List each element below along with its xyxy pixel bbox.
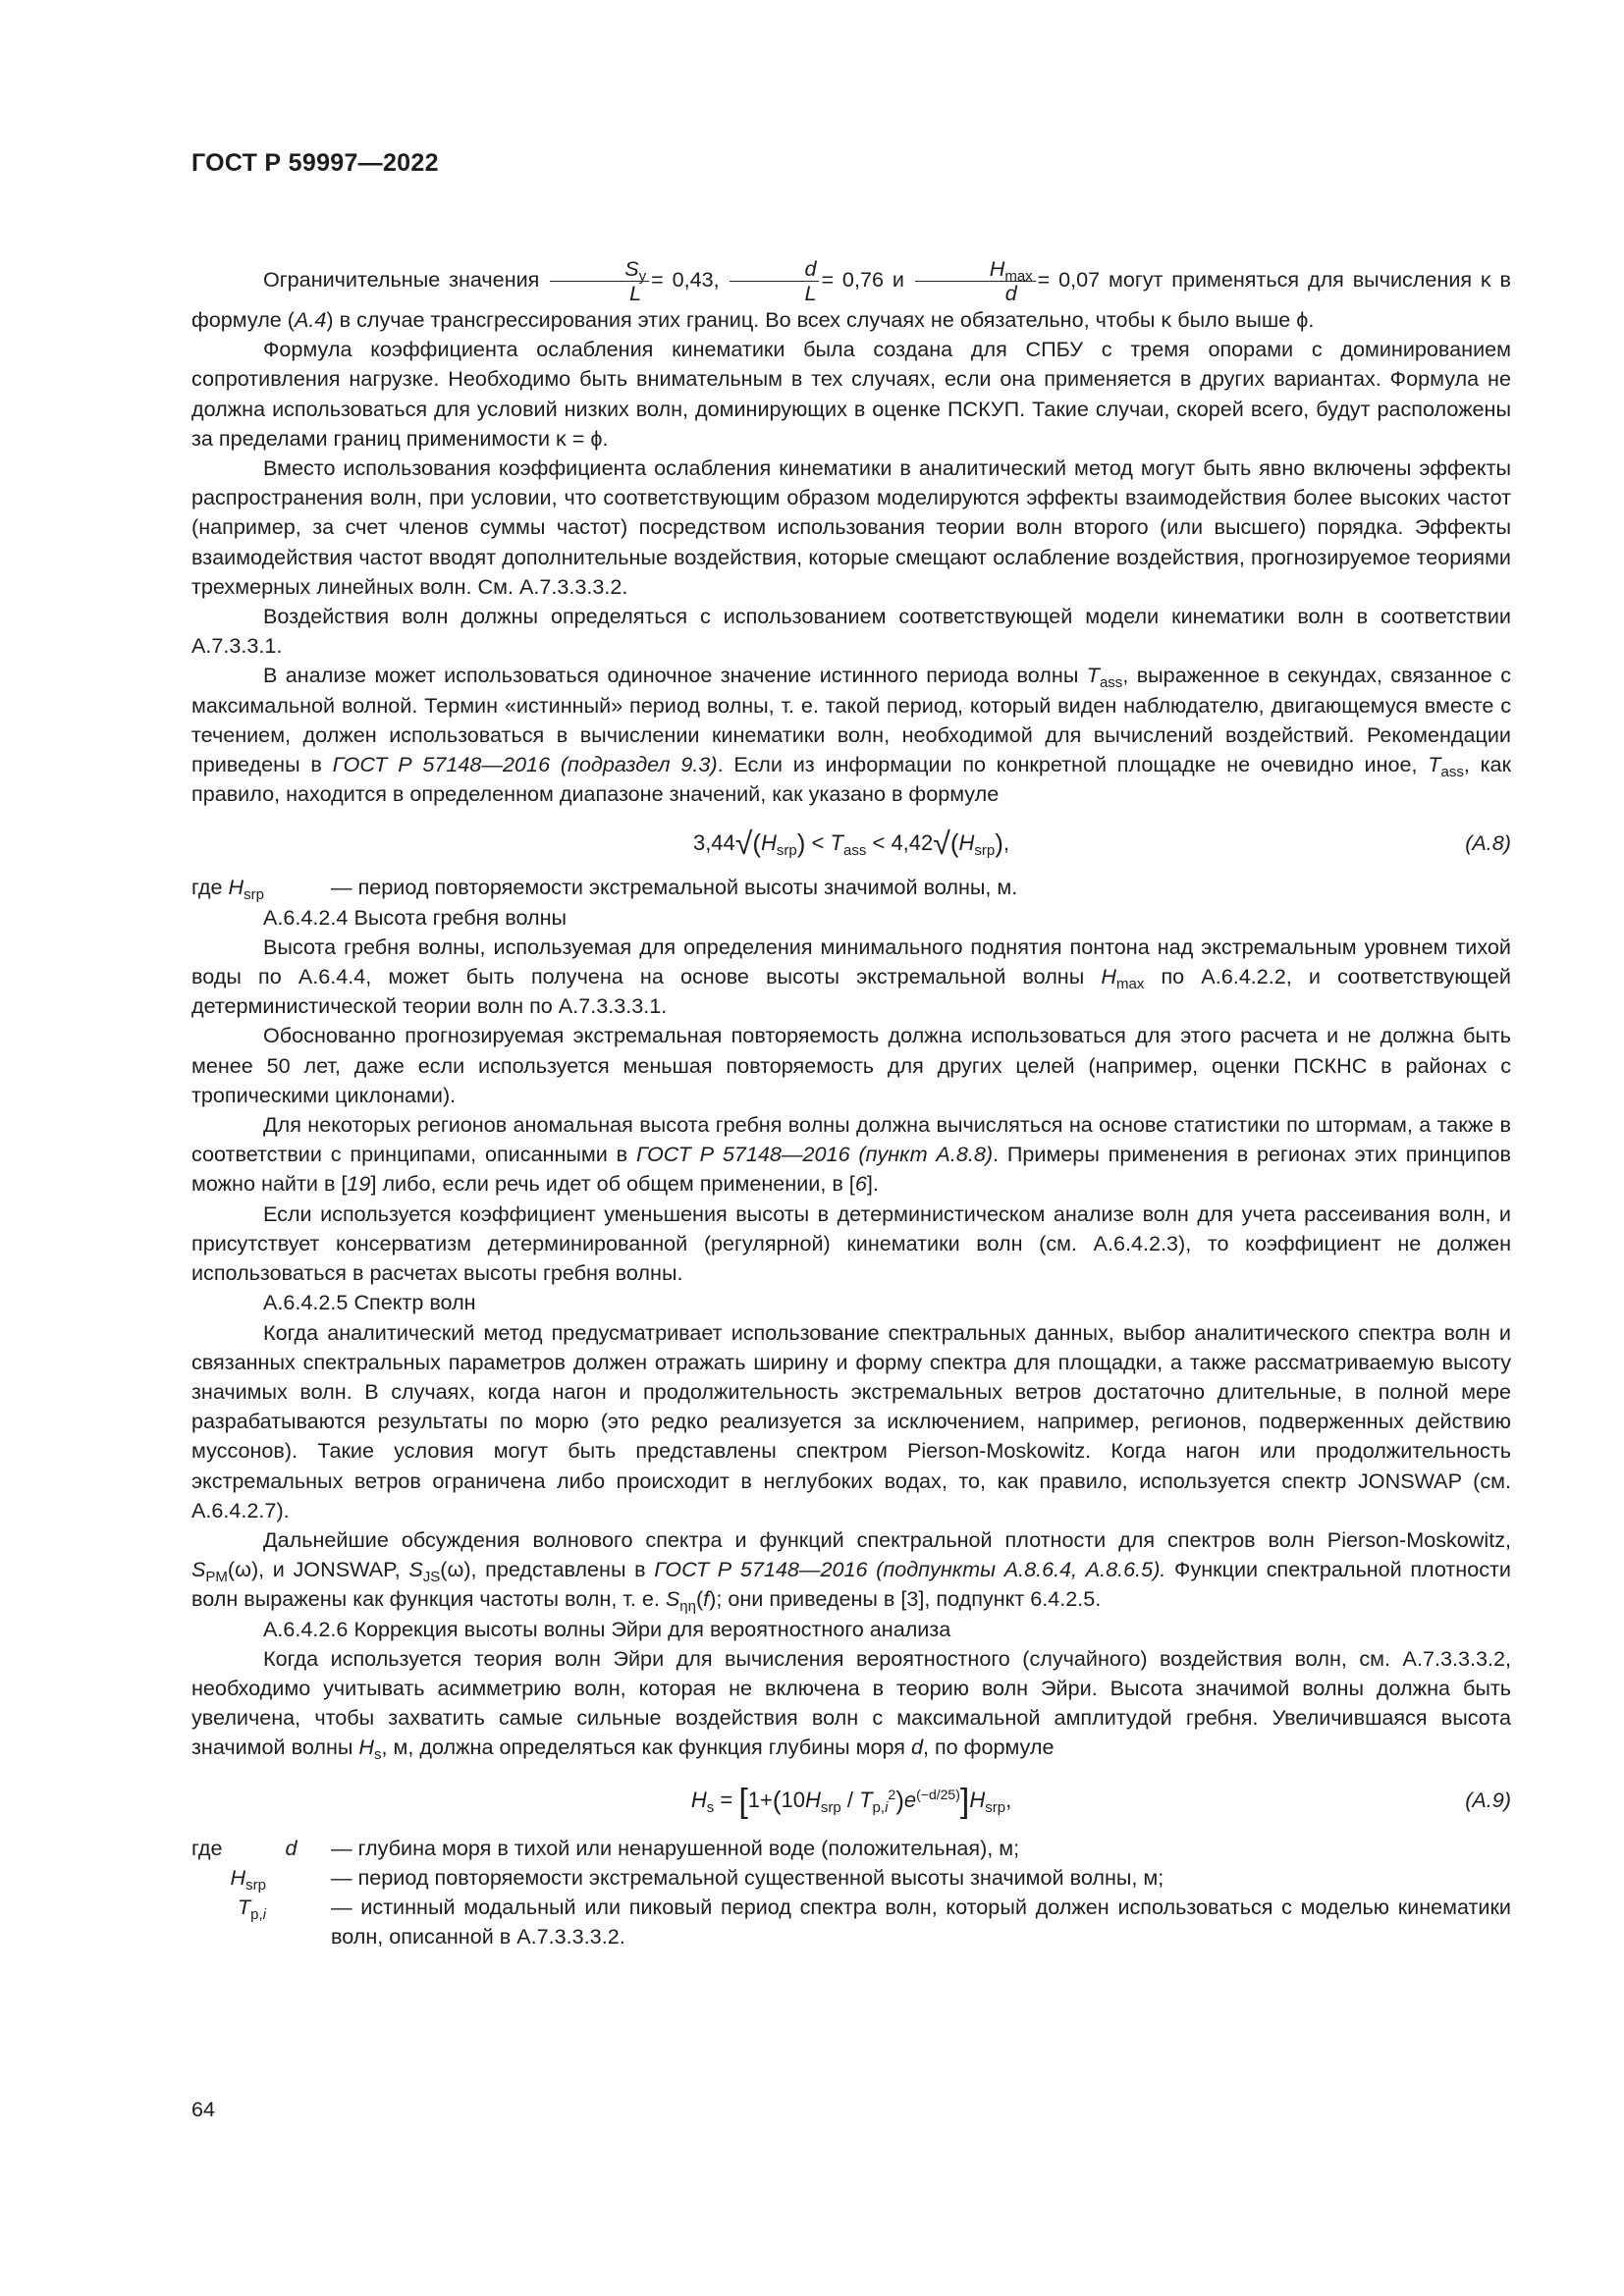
paragraph-wave-propagation: Вместо использования коэффициента ослабления кинематики в аналитический метод могут быть явно включены эффекты распространения волн, при условии, что соответствующим образом моделируются эффекты взаимодействия более высоких частот (например, за счет членов суммы частот) посредством использования теории волн второго (или высшего) порядка. Эффекты взаимодействия частот вводят дополнительные воздействия, которые смещают ослабление воздействия, прогнозируемое теориями трехмерных линейных волн. См. А.7.3.3.3.2. <box>191 455 1511 599</box>
fraction-hmax-d: $H_{max}$ d <box>915 257 1036 305</box>
section-heading-a6425: А.6.4.2.5 Спектр волн <box>263 1290 476 1315</box>
page-number: 64 <box>191 2097 216 2121</box>
paragraph-spectral-density: Дальнейшие обсуждения волнового спектра и функций спектральной плотности для спектров волн Pierson-Moskowitz, $S_{PM}(\omega)$, и JONSWAP, $S_{JS}(\omega)$, представлены в ГОСТ Р 57148—2016 (подпункты А.8.6.4, А.8.6.5). Функции спектральной плотности волн выражены как функция частоты волн, т. е. $S_{\eta\eta}(f)$; они приведены в [3], подпункт 6.4.2.5. <box>191 1526 1511 1616</box>
fraction-sy-l: $\frac{S_y}{L}$ <box>550 257 649 305</box>
paragraph-anomalous-crest: Для некоторых регионов аномальная высота гребня волны должна вычисляться на основе статистики по штормам, а также в соответствии с принципами, описанными в ГОСТ Р 57148—2016 (пункт А.8.8). Примеры применения в регионах этих принципов можно найти в [19] либо, если речь идет об общем применении, в [6]. <box>191 1112 1511 1197</box>
paragraph-reduction-factor: Если используется коэффициент уменьшения высоты в детерминистическом анализе волн для учета рассеивания волн, и присутствует консерватизм детерминированной (регулярной) кинематики волн (см. А.6.4.2.3), то коэффициент не должен использоваться в расчетах высоты гребня волны. <box>191 1201 1511 1286</box>
paragraph-kinematics-formula: Формула коэффициента ослабления кинематики была создана для СПБУ с тремя опорами с доминированием сопротивления нагрузке. Необходимо быть внимательным в тех случаях, если она применяется в других вариантах. Формула не должна использоваться для условий низких волн, доминирующих в оценке ПСКУП. Такие случаи, скорей всего, будут расположены за пределами границ применимости κ = ϕ. <box>191 337 1511 451</box>
equation-a9-number: (A.9) <box>1465 1787 1511 1812</box>
document-header: ГОСТ Р 59997—2022 <box>191 149 439 177</box>
equation-a8: $3,44√(H_{srp}) < T_{ass} < 4,42√(H_{srp})$, (A.8) <box>191 814 1511 873</box>
equation-a8-number: (A.8) <box>1465 830 1511 856</box>
paragraph-wave-actions: Воздействия волн должны определяться с использованием соответствующей модели кинематики волн в соответствии А.7.3.3.1. <box>191 604 1511 659</box>
where-a9-tpi: $T_{p,i}$ — истинный модальный или пиковый период спектра волн, который должен использоваться с моделью кинематики волн, описанной в А.7.3.3.3.2. <box>237 1894 1511 1949</box>
fraction-d-l: $\frac{d}{L}$ <box>730 257 819 305</box>
paragraph-true-period: В анализе может использоваться одиночное значение истинного периода волны $T_{ass}$, выраженное в секундах, связанное с максимальной волной. Термин «истинный» период волны, т. е. такой период, который виден наблюдателю, двигающемуся вместе с течением, должен использоваться в вычислении кинематики волн, необходимой для вычислений воздействий. Рекомендации приведены в ГОСТ Р 57148—2016 (подраздел 9.3). Если из информации по конкретной площадке не очевидно иное, $T_{ass}$, как правило, находится в определенном диапазоне значений, как указано в формуле <box>191 663 1511 807</box>
equation-a9: $H_s = [1+(10H_{srp} / T_{p,i}^2)e^{(-d/25)}]H_{srp}$, (A.9) <box>191 1769 1511 1832</box>
paragraph-crest-height: Высота гребня волны, используемая для определения минимального поднятия понтона над экстремальным уровнем тихой воды по А.6.4.4, может быть получена на основе высоты экстремальной волны $H_{max}$ по А.6.4.2.2, и соответствующей детерминистической теории волн по А.7.3.3.3.1. <box>191 934 1511 1019</box>
paragraph-recurrence: Обоснованно прогнозируемая экстремальная повторяемость должна использоваться для этого расчета и не должна быть менее 50 лет, даже если используется меньшая повторяемость для других целей (например, оценки ПСКНС в районах с тропическими циклонами). <box>191 1023 1511 1107</box>
section-heading-a6426: А.6.4.2.6 Коррекция высоты волны Эйри для вероятностного анализа <box>263 1616 951 1641</box>
where-a8: где $H_{srp}$ — период повторяемости экстремальной высоты значимой волны, м. <box>191 875 1018 904</box>
page-body <box>191 257 1511 1951</box>
paragraph-airy-correction: Когда используется теория волн Эйри для вычисления вероятностного (случайного) воздействия волн, см. А.7.3.3.3.2, необходимо учитывать асимметрию волн, которая не включена в теорию волн Эйри. Высота значимой волны должна быть увеличена, чтобы захватить самые сильные воздействия волн с максимальной амплитудой гребня. Увеличившаяся высота значимой волны $H_s$, м, должна определяться как функция глубины моря d, по формуле <box>191 1645 1511 1764</box>
limits-paragraph: Ограничительные значения $\frac{S_y}{L}$ = 0,43, $\frac{d}{L}$ = 0,76 и $H_{max}$ d = 0,07 могут применяться для вычисления κ в формуле (A.4) в случае трансгрессирования этих границ. Во всех случаях не обязательно, чтобы κ было выше ϕ. <box>191 256 1512 332</box>
paragraph-wave-spectrum: Когда аналитический метод предусматривает использование спектральных данных, выбор аналитического спектра волн и связанных спектральных параметров должен отражать ширину и форму спектра для площадки, а также рассматриваемую высоту значимых волн. В случаях, когда нагон и продолжительность экстремальных ветров достаточно длительные, в полной мере разрабатываются результаты по морю (это редко реализуется за исключением, например, регионов, подверженных действию муссонов). Такие условия могут быть представлены спектром Pierson-Moskowitz. Когда нагон или продолжительность экстремальных ветров ограничена либо происходит в неглубоких водах, то, как правило, используется спектр JONSWAP (см. А.6.4.2.7). <box>191 1319 1511 1522</box>
where-a9-d: где d — глубина моря в тихой или ненарушенной воде (положительная), м; <box>191 1835 1020 1860</box>
section-heading-a6424: А.6.4.2.4 Высота гребня волны <box>263 904 568 930</box>
where-a9-hsrp: $H_{srp}$ — период повторяемости экстремальной существенной высоты значимой волны, м; <box>230 1864 1164 1894</box>
